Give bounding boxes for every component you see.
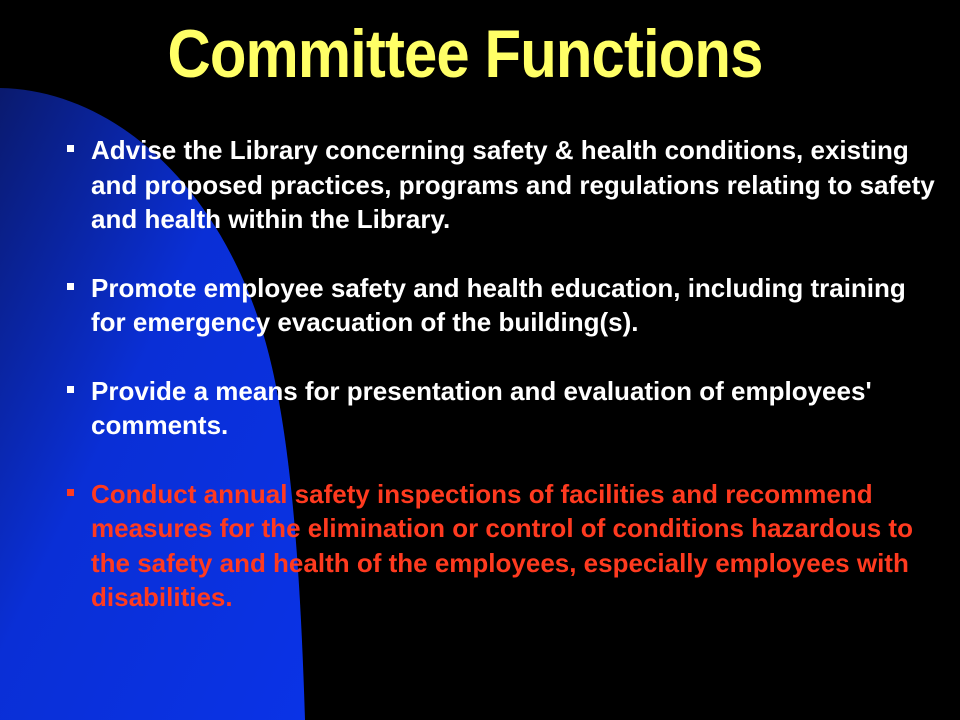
square-bullet-icon [67, 145, 74, 152]
square-bullet-icon [67, 489, 74, 496]
bullet-text: Provide a means for presentation and evaluation of employees' comments. [91, 375, 872, 440]
square-bullet-icon [67, 283, 74, 290]
square-bullet-icon [67, 386, 74, 393]
bullet-list [64, 133, 944, 649]
slide-title: Committee Functions [167, 16, 763, 92]
bullet-text: Promote employee safety and health education, including training for emergency evacuation of the building(s). [91, 272, 906, 337]
bullet-item [64, 374, 944, 443]
bullet-text: Conduct annual safety inspections of facilities and recommend measures for the elimination or control of conditions hazardous to the safety and health of the employees, especially employees with disabilities. [91, 478, 913, 612]
bullet-text: Advise the Library concerning safety & health conditions, existing and proposed practices, programs and regulations relating to safety and health within the Library. [91, 135, 935, 234]
bullet-item [64, 133, 944, 237]
bullet-item [64, 477, 944, 615]
bullet-item [64, 271, 944, 340]
